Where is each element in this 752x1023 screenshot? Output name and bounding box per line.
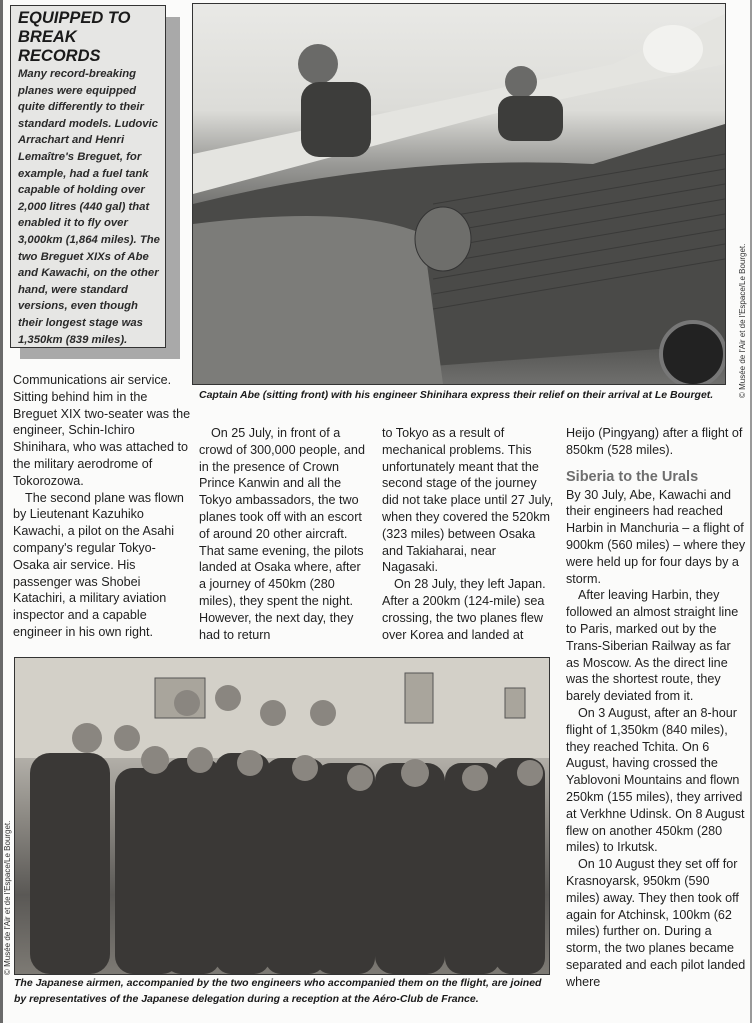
wall-picture — [405, 673, 433, 723]
fuselage-emblem — [415, 207, 471, 271]
article-paragraph: On 3 August, after an 8-hour flight of 1,350km (840 miles), they reached Tchita. On 6 August, having crossed the Yablovoni Mountains and flown 250km (155 miles), they arrived at Verkhne Udinsk. On 8 August flew on another 450km (280 miles) to Irkutsk. — [566, 705, 745, 855]
sidebar-body: Many record-breaking planes were equipped quite differently to their standard models. Ludovic Arrachart and Henri Lemaître's Breguet, for example, had a fuel tank capable of holding over 2,000 litres (440 gal) that enabled it to fly over 3,000km (1,864 miles). The two Breguet XIXs of Abe and Kawachi, on the other hand, were standard versions, even though their longest stage was 1,350km (839 miles). — [18, 68, 160, 346]
group-photo — [14, 657, 550, 975]
wall-picture — [505, 688, 525, 718]
article-paragraph: Heijo (Pingyang) after a flight of 850km (528 miles). — [566, 426, 743, 457]
group-photo-caption: The Japanese airmen, accompanied by the two engineers who accompanied them on the flight, are joined by representatives of the Japanese delegation during a reception at the Aéro-Club de France. — [14, 977, 542, 1005]
group-illustration — [15, 658, 549, 974]
article-paragraph: On 28 July, they left Japan. After a 200km (124-mile) sea crossing, the two planes flew over Korea and landed at — [382, 577, 546, 642]
plane-photo-caption: Captain Abe (sitting front) with his engineer Shinihara express their relief on their arrival at Le Bourget. — [199, 389, 714, 401]
article-paragraph: By 30 July, Abe, Kawachi and their engineers had reached Harbin in Manchuria – a flight of 900km (560 miles) – where they were held up for four days by a storm. — [566, 487, 746, 586]
photo-credit-plane: © Musée de l'Air et de l'Espace/Le Bourget. — [738, 243, 747, 398]
article-paragraph: Communications air service. Sitting behind him in the Breguet XIX two-seater was the engineer, Schin-Ichiro Shinihara, who was attached to the military aerodrome of Tokorozowa. — [13, 373, 191, 488]
article-paragraph: to Tokyo as a result of mechanical problems. This unfortunately meant that the second stage of the journey did not take place until 27 July, when they covered the 520km (323 miles) between Osaka and Takiaharai, near Nagasaki. — [382, 426, 554, 575]
sidebar-box — [10, 5, 166, 348]
article-column-4 — [566, 425, 746, 991]
fuselage-front-shape — [193, 216, 443, 384]
article-paragraph: On 10 August they set off for Krasnoyarsk, 950km (590 miles) away. They then took off again for Atchinsk, 100km (62 miles) further on. During a storm, the two planes became separated and each pilot landed where — [566, 857, 746, 989]
article-column-2 — [199, 425, 371, 643]
porthole-window — [643, 25, 703, 73]
article-paragraph: On 25 July, in front of a crowd of 300,000 people, and in the presence of Crown Prince Kanwin and all the Tokyo ambassadors, the two planes took off with an escort of around 20 other aircraft. That same evening, the pilots landed at Osaka where, after a journey of 450km (280 miles), they spent the night. However, the next day, they had to return — [199, 426, 365, 642]
article-paragraph: The second plane was flown by Lieutenant Kazuhiko Kawachi, a pilot on the Asahi company's regular Tokyo-Osaka air service. His passenger was Shobei Katachiri, a military aviation inspector and a capable engineer in his own right. — [13, 490, 184, 639]
article-paragraph: After leaving Harbin, they followed an almost straight line to Paris, marked out by the Trans-Siberian Railway as far as Moscow. As the direct line was the shortest route, they barely deviated from it. — [566, 588, 739, 704]
plane-illustration — [193, 4, 725, 384]
landing-wheel — [661, 322, 725, 384]
pilot-abe-body — [301, 82, 371, 157]
article-column-3 — [382, 425, 554, 643]
engineer-shinihara-body — [498, 96, 563, 141]
engineer-shinihara-head — [505, 66, 537, 98]
plane-photo — [192, 3, 726, 385]
article-column-1 — [13, 372, 191, 641]
section-subheading: Siberia to the Urals — [566, 468, 699, 485]
pilot-abe-head — [298, 44, 338, 84]
photo-credit-group: © Musée de l'Air et de l'Espace/Le Bourget. — [3, 820, 12, 975]
sidebar-title: EQUIPPED TO BREAK RECORDS — [18, 9, 131, 65]
